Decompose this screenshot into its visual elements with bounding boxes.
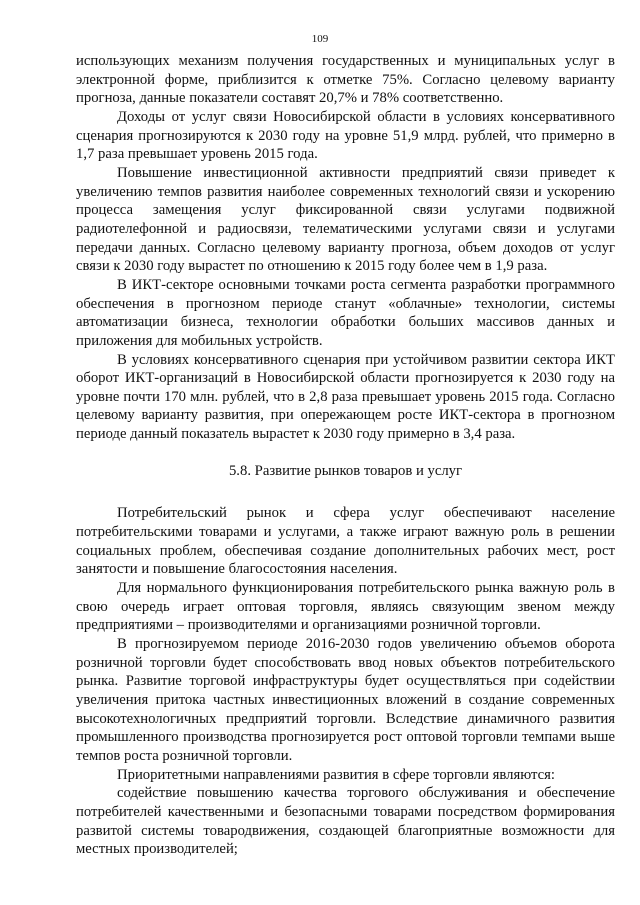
paragraph: В прогнозируемом периоде 2016-2030 годов увеличению объемов оборота розничной торговли будет способствовать ввод новых объектов потребительского рынка. Развитие торговой инфраструктуры будет осуществляться при содействии увеличения притока частных инвестиционных вложений в создание современных высокотехнологичных предприятий торговли. Вследствие динамичного развития промышленного производства прогнозируется рост оптовой торговли темпами выше темпов роста розничной торговли. <box>76 636 615 764</box>
paragraph: Доходы от услуг связи Новосибирской области в условиях консервативного сценария прогнозируются к 2030 году на уровне 51,9 млрд. рублей, что примерно в 1,7 раза превышает уровень 2015 года. <box>76 108 615 163</box>
page-number: 109 <box>311 33 329 45</box>
document-body <box>76 52 615 859</box>
section-heading: 5.8. Развитие рынков товаров и услуг <box>228 462 463 479</box>
paragraph: В условиях консервативного сценария при устойчивом развитии сектора ИКТ оборот ИКТ-организаций в Новосибирской области прогнозируется к 2030 году на уровне почти 170 млн. рублей, что в 2,8 раза превышает уровень 2015 года. Согласно целевому варианту развития, при опережающем росте ИКТ-сектора в прогнозном периоде данный показатель вырастет к 2030 году примерно в 3,4 раза. <box>76 351 615 443</box>
paragraph: Потребительский рынок и сфера услуг обеспечивают население потребительскими товарами и услугами, а также играют важную роль в решении социальных проблем, обеспечивая создание дополнительных рабочих мест, рост занятости и повышение благосостояния населения. <box>76 505 615 578</box>
paragraph-continuation: использующих механизм получения государственных и муниципальных услуг в электронной форме, приблизится к отметке 75%. Согласно целевому варианту прогноза, данные показатели составят 20,7% и 78% соответственно. <box>76 53 615 107</box>
paragraph: В ИКТ-секторе основными точками роста сегмента разработки программного обеспечения в прогнозном периоде станут «облачные» технологии, системы автоматизации бизнеса, технологии обработки больших массивов данных и приложения для мобильных устройств. <box>76 276 615 349</box>
paragraph: Приоритетными направлениями развития в сфере торговли являются: <box>117 766 555 783</box>
paragraph: Повышение инвестиционной активности предприятий связи приведет к увеличению темпов развития наиболее современных технологий связи и ускорению процесса замещения услуг фиксированной связи услугами подвижной радиотелефонной и радиосвязи, телематическими услугами связи и услугами передачи данных. Согласно целевому варианту прогноза, объем доходов от услуг связи к 2030 году вырастет по отношению к 2015 году более чем в 1,9 раза. <box>76 164 615 275</box>
paragraph: Для нормального функционирования потребительского рынка важную роль в свою очередь играет оптовая торговля, являясь связующим звеном между предприятиями – производителями и организациями розничной торговли. <box>76 580 615 634</box>
paragraph: содействие повышению качества торгового обслуживания и обеспечение потребителей качественными и безопасными товарами посредством формирования развитой системы товародвижения, создающей благоприятные возможности для местных производителей; <box>76 785 615 858</box>
